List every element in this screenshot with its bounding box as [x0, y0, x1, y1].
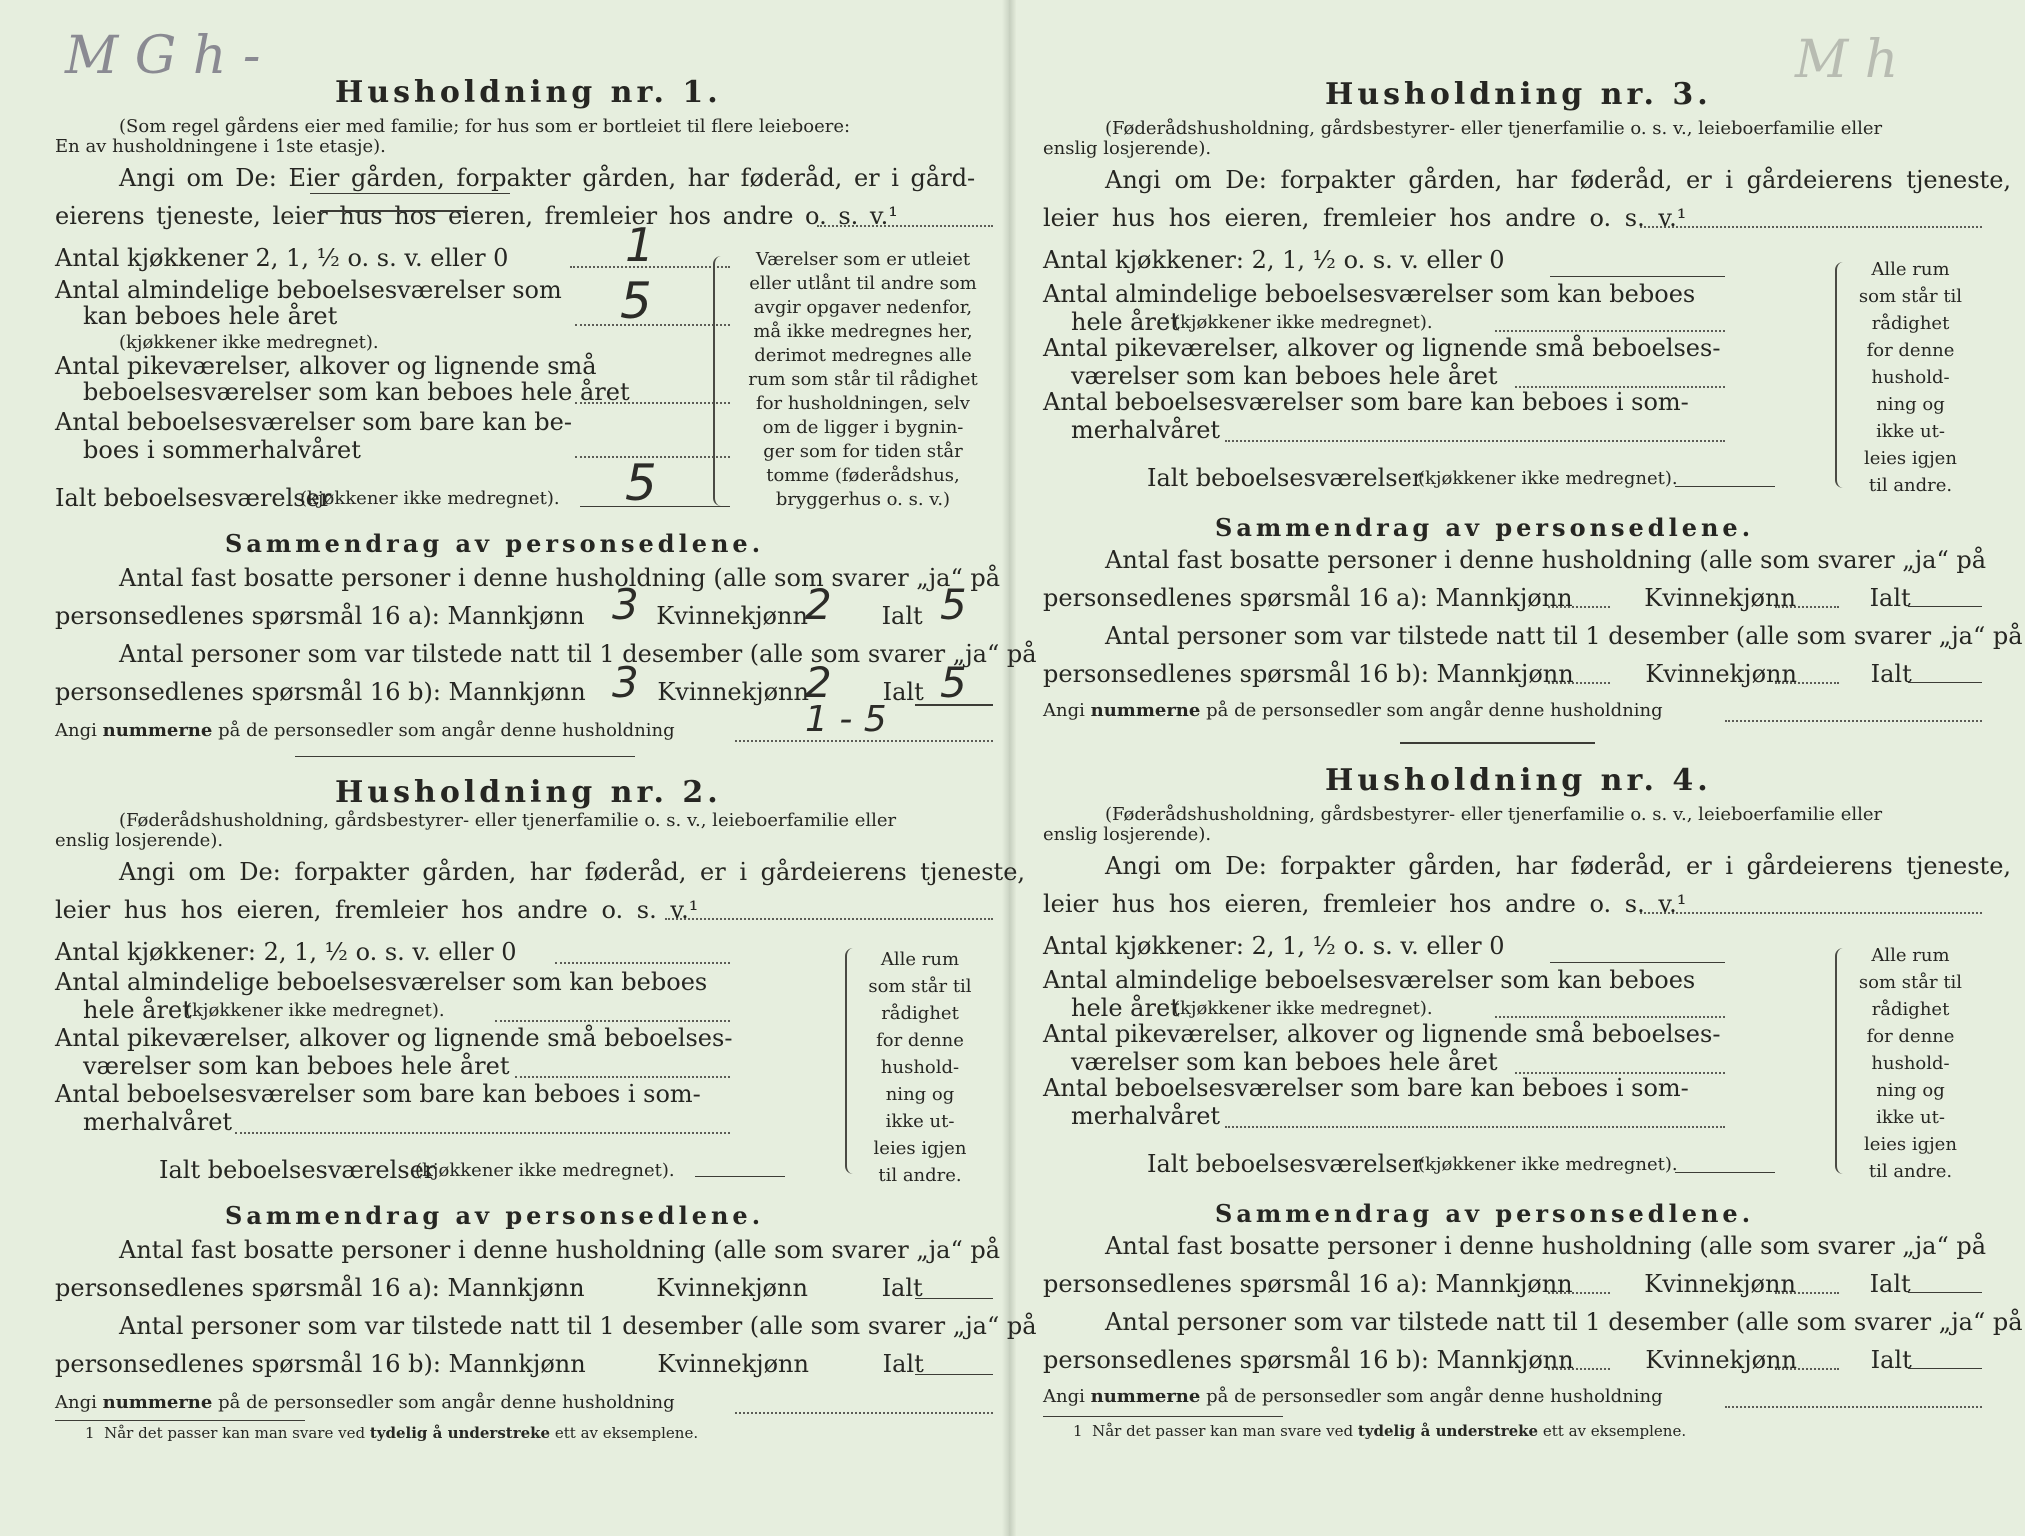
h2-line-pike	[515, 1076, 730, 1078]
h1-line-rooms	[575, 324, 730, 326]
text: personsedlenes spørsmål 16 b):	[55, 678, 441, 706]
h1-summary-line2a: Antal personer som var tilstede natt til 1 desember (alle som svarer „ja“ på	[119, 640, 1037, 668]
text: Mannkjønn	[1435, 1270, 1573, 1298]
h2-line-total	[695, 1176, 785, 1177]
note-line: ikke ut-	[1876, 421, 1945, 442]
h4-angi-line	[1640, 912, 1982, 914]
note-line: hushold-	[880, 1057, 960, 1078]
text: Ialt	[1869, 584, 1911, 612]
faint-pencil-mark: M h	[1795, 30, 1899, 90]
note-line: må ikke medregnes her,	[753, 321, 973, 342]
household-2-title: Husholdning nr. 2.	[335, 775, 722, 810]
h4-line-rooms	[1495, 1016, 1725, 1018]
text: Når det passer kan man svare ved	[104, 1424, 366, 1442]
h1-value-b-ialt: 5	[940, 658, 967, 707]
text: på de personsedler som angår denne husholdning	[218, 720, 675, 741]
h4-summary-heading: Sammendrag av personsedlene.	[1215, 1199, 1755, 1228]
h2-ialt-sub: (kjøkkener ikke medregnet).	[415, 1160, 675, 1181]
h1-summary-heading: Sammendrag av personsedlene.	[225, 529, 765, 558]
household-1-intro-2: En av husholdningene i 1ste etasje).	[55, 136, 386, 157]
household-4-intro-2: enslig losjerende).	[1043, 824, 1212, 845]
h2-summary-line1a: Antal fast bosatte personer i denne husholdning (alle som svarer „ja“ på	[119, 1236, 1001, 1264]
note-line: eller utlånt til andre som	[749, 273, 977, 294]
household-3-angi-2: leier hus hos eieren, fremleier hos andre o. s. v.¹	[1043, 204, 1687, 232]
note-line: rum som står til rådighet	[748, 369, 978, 390]
h3-b-mann-line	[1548, 682, 1610, 684]
h4-b-ialt-line	[1908, 1368, 1982, 1369]
note-line: Alle rum	[880, 949, 960, 970]
household-4-angi-2: leier hus hos eieren, fremleier hos andre o. s. v.¹	[1043, 890, 1687, 918]
h1-row-summer-1: Antal beboelsesværelser som bare kan be-	[55, 408, 572, 436]
h1-ialt-label: Ialt beboelsesværelser	[55, 484, 332, 512]
note-line: rådighet	[881, 1003, 959, 1024]
note-line: ning og	[885, 1084, 955, 1105]
h3-angi-numbers	[1043, 702, 1663, 720]
angi-answer-line-1	[817, 225, 993, 227]
note-line: til andre.	[878, 1165, 962, 1186]
h3-row-rooms-2: hele året	[1071, 308, 1180, 336]
note-line: leies igjen	[873, 1138, 967, 1159]
h1-angi-numbers	[55, 722, 675, 740]
h3-row-pike-1: Antal pikeværelser, alkover og lignende små beboelses-	[1043, 334, 1721, 362]
h4-row-kitchens: Antal kjøkkener: 2, 1, ½ o. s. v. eller 0	[1043, 932, 1505, 960]
h1-value-a-kvinne: 2	[805, 580, 832, 629]
h3-line-rooms	[1495, 330, 1725, 332]
text: Mannkjønn	[447, 602, 585, 630]
text: Ialt	[882, 1350, 924, 1378]
h4-line-total	[1675, 1172, 1775, 1173]
h3-note	[1843, 256, 1978, 499]
h4-line-kitchens	[1550, 962, 1725, 963]
household-1-title: Husholdning nr. 1.	[335, 75, 722, 110]
household-4-angi-1: Angi om De: forpakter gården, har føderåd, er i gårdeierens tjeneste,	[1105, 852, 2012, 880]
h1-note	[723, 248, 1003, 512]
note-line: ning og	[1876, 1080, 1945, 1101]
note-line: leies igjen	[1864, 1134, 1957, 1155]
text: Kvinnekjønn	[657, 678, 809, 706]
h2-ialt-label: Ialt beboelsesværelser	[159, 1156, 436, 1184]
left-page	[35, 0, 1037, 1536]
text: Mannkjønn	[1435, 584, 1573, 612]
text: personsedlenes spørsmål 16 b):	[55, 1350, 441, 1378]
text: nummerne	[102, 1392, 213, 1413]
h2-summary-line1b	[55, 1276, 923, 1300]
h3-row-pike-2: værelser som kan beboes hele året	[1071, 362, 1498, 390]
note-line: hushold-	[1871, 367, 1950, 388]
h1-summary-line1a: Antal fast bosatte personer i denne husholdning (alle som svarer „ja“ på	[119, 564, 1001, 592]
h2-row-pike-2: værelser som kan beboes hele året	[83, 1052, 510, 1080]
h1-row-rooms-3: (kjøkkener ikke medregnet).	[119, 332, 379, 353]
h1-value-kitchens: 1	[625, 218, 655, 272]
h3-ialt-sub: (kjøkkener ikke medregnet).	[1418, 468, 1678, 489]
text: Ialt	[881, 602, 923, 630]
household-2-intro-2: enslig losjerende).	[55, 830, 224, 851]
h4-row-summer-2: merhalvåret	[1071, 1102, 1221, 1130]
note-line: Alle rum	[1871, 259, 1950, 280]
h4-a-kvinne-line	[1775, 1292, 1839, 1294]
h1-value-a-ialt: 5	[940, 580, 967, 629]
text: personsedlenes spørsmål 16 b):	[1043, 1346, 1429, 1374]
h2-row-rooms-3: (kjøkkener ikke medregnet).	[185, 1000, 445, 1021]
h4-row-rooms-3: (kjøkkener ikke medregnet).	[1173, 998, 1433, 1019]
text: Mannkjønn	[448, 1350, 586, 1378]
h1-row-kitchens: Antal kjøkkener 2, 1, ½ o. s. v. eller 0	[55, 244, 509, 272]
h1-row-pike-1: Antal pikeværelser, alkover og lignende små	[55, 352, 597, 380]
note-line: til andre.	[1868, 475, 1953, 496]
h2-angi-line	[665, 918, 993, 920]
h4-angi-numbers	[1043, 1388, 1663, 1406]
note-line: rådighet	[1871, 313, 1950, 334]
strike-leier-hus	[320, 210, 468, 212]
note-line: til andre.	[1868, 1161, 1953, 1182]
text: Kvinnekjønn	[1645, 1346, 1797, 1374]
footnote	[85, 1426, 698, 1441]
h1-ialt-sub: (kjøkkener ikke medregnet).	[300, 488, 560, 509]
note-line: derimot medregnes alle	[754, 345, 972, 366]
h4-line-summer	[1225, 1126, 1725, 1128]
text: Angi	[55, 1392, 97, 1413]
h3-summary-heading: Sammendrag av personsedlene.	[1215, 513, 1755, 542]
note-line: for denne	[1866, 340, 1955, 361]
text: Kvinnekjønn	[657, 1350, 809, 1378]
text: på de personsedler som angår denne husholdning	[218, 1392, 675, 1413]
text: Mannkjønn	[1436, 1346, 1574, 1374]
h4-b-kvinne-line	[1775, 1368, 1839, 1370]
h3-line-kitchens	[1550, 276, 1725, 277]
household-3-intro-1: (Føderådshusholdning, gårdsbestyrer- eller tjenerfamilie o. s. v., leieboerfamilie eller	[1105, 118, 1883, 139]
h1-value-a-mann: 3	[612, 580, 639, 629]
separator	[295, 756, 635, 757]
pencil-archive-mark: M G h -	[65, 26, 261, 86]
h2-summary-heading: Sammendrag av personsedlene.	[225, 1201, 765, 1230]
text: tydelig å understreke	[369, 1424, 551, 1442]
h4-a-ialt-line	[1908, 1292, 1982, 1293]
h1-value-b-kvinne: 2	[805, 658, 832, 707]
note-line: hushold-	[1871, 1053, 1950, 1074]
h4-numbers-line	[1725, 1406, 1982, 1408]
h3-a-kvinne-line	[1775, 606, 1839, 608]
h4-a-mann-line	[1548, 1292, 1610, 1294]
text: på de personsedler som angår denne husholdning	[1206, 1386, 1663, 1407]
h3-ialt-label: Ialt beboelsesværelser	[1147, 464, 1424, 492]
text: ett av eksemplene.	[554, 1424, 699, 1442]
note-line: ikke ut-	[1876, 1107, 1945, 1128]
text: personsedlenes spørsmål 16 a):	[55, 1274, 440, 1302]
h3-b-kvinne-line	[1775, 682, 1839, 684]
h2-row-rooms-1: Antal almindelige beboelsesværelser som kan beboes	[55, 968, 708, 996]
text: Kvinnekjønn	[1644, 1270, 1796, 1298]
note-line: rådighet	[1871, 999, 1950, 1020]
note-line: avgir opgaver nedenfor,	[753, 297, 973, 318]
h2-numbers-line	[735, 1412, 993, 1414]
h3-b-ialt-line	[1908, 682, 1982, 683]
household-2-angi-2: leier hus hos eieren, fremleier hos andre o. s. v.¹	[55, 896, 699, 924]
h4-b-mann-line	[1548, 1368, 1610, 1370]
text: Angi	[55, 720, 97, 741]
h2-line-rooms	[495, 1020, 730, 1022]
h4-note	[1843, 942, 1978, 1185]
h2-row-pike-1: Antal pikeværelser, alkover og lignende små beboelses-	[55, 1024, 733, 1052]
note-line: ger som for tiden står	[763, 441, 963, 462]
h1-numbers-line	[735, 740, 993, 742]
h3-line-summer	[1225, 440, 1725, 442]
text: tydelig å understreke	[1357, 1422, 1539, 1440]
h3-a-mann-line	[1548, 606, 1610, 608]
text: Ialt	[882, 678, 924, 706]
h4-row-pike-1: Antal pikeværelser, alkover og lignende små beboelses-	[1043, 1020, 1721, 1048]
h3-row-rooms-3: (kjøkkener ikke medregnet).	[1173, 312, 1433, 333]
h2-row-kitchens: Antal kjøkkener: 2, 1, ½ o. s. v. eller 0	[55, 938, 517, 966]
h2-note	[855, 946, 985, 1189]
h2-line-kitchens	[555, 962, 730, 964]
note-line: ning og	[1876, 394, 1945, 415]
note-line: tomme (føderådshus,	[766, 465, 960, 486]
h4-ialt-sub: (kjøkkener ikke medregnet).	[1418, 1154, 1678, 1175]
note-line: bryggerhus o. s. v.)	[775, 489, 951, 510]
household-3-title: Husholdning nr. 3.	[1325, 77, 1712, 112]
h2-angi-numbers	[55, 1394, 675, 1412]
text: Ialt	[1870, 660, 1912, 688]
household-3-intro-2: enslig losjerende).	[1043, 138, 1212, 159]
h1-row-summer-2: boes i sommerhalvåret	[83, 436, 361, 464]
text: Kvinnekjønn	[656, 1274, 808, 1302]
footnote	[1073, 1424, 1686, 1439]
note-line: Værelser som er utleiet	[755, 249, 971, 270]
h4-row-pike-2: værelser som kan beboes hele året	[1071, 1048, 1498, 1076]
h1-value-b-mann: 3	[612, 658, 639, 707]
h2-b-ialt-line	[915, 1374, 993, 1375]
h3-row-summer-2: merhalvåret	[1071, 416, 1221, 444]
text: Kvinnekjønn	[656, 602, 808, 630]
text: Mannkjønn	[447, 1274, 585, 1302]
household-1-angi-2: eierens tjeneste, leier hus hos eieren, fremleier hos andre o. s. v.¹	[55, 202, 898, 230]
text: personsedlenes spørsmål 16 a):	[1043, 1270, 1428, 1298]
household-2-intro-1: (Føderådshusholdning, gårdsbestyrer- eller tjenerfamilie o. s. v., leieboerfamilie eller	[119, 810, 897, 831]
note-line: Alle rum	[1871, 945, 1950, 966]
h4-ialt-label: Ialt beboelsesværelser	[1147, 1150, 1424, 1178]
h4-row-summer-1: Antal beboelsesværelser som bare kan beboes i som-	[1043, 1074, 1689, 1102]
household-4-intro-1: (Føderådshusholdning, gårdsbestyrer- eller tjenerfamilie o. s. v., leieboerfamilie eller	[1105, 804, 1883, 825]
text: Ialt	[1869, 1270, 1911, 1298]
text: Mannkjønn	[1436, 660, 1574, 688]
text: Mannkjønn	[448, 678, 586, 706]
note-line: for husholdningen, selv	[756, 393, 970, 414]
text: på de personsedler som angår denne husholdning	[1206, 700, 1663, 721]
note-line: om de ligger i bygnin-	[762, 417, 964, 438]
text: ett av eksemplene.	[1542, 1422, 1687, 1440]
household-4-title: Husholdning nr. 4.	[1325, 763, 1712, 798]
h2-row-summer-1: Antal beboelsesværelser som bare kan beboes i som-	[55, 1080, 701, 1108]
h3-summary-line1a: Antal fast bosatte personer i denne husholdning (alle som svarer „ja“ på	[1105, 546, 1987, 574]
text: Ialt	[881, 1274, 923, 1302]
note-line: for denne	[1866, 1026, 1955, 1047]
note-line: leies igjen	[1864, 448, 1957, 469]
h1-summary-line1b	[55, 604, 923, 628]
footnote-rule	[55, 1420, 305, 1421]
h1-row-rooms-2: kan beboes hele året	[83, 302, 338, 330]
h2-row-rooms-2: hele året	[83, 996, 192, 1024]
underline-eier-garden	[310, 193, 510, 194]
text: Angi	[1043, 700, 1085, 721]
h4-row-rooms-1: Antal almindelige beboelsesværelser som kan beboes	[1043, 966, 1696, 994]
separator	[1400, 742, 1595, 744]
h3-a-ialt-line	[1908, 606, 1982, 607]
h1-row-rooms-1: Antal almindelige beboelsesværelser som	[55, 276, 562, 304]
h3-summary-line2a: Antal personer som var tilstede natt til 1 desember (alle som svarer „ja“ på	[1105, 622, 2023, 650]
h2-summary-line2b	[55, 1352, 924, 1376]
h1-row-pike-2: beboelsesværelser som kan beboes hele året	[83, 378, 630, 406]
text: nummerne	[102, 720, 213, 741]
text: 1	[1073, 1422, 1083, 1440]
household-3-angi-1: Angi om De: forpakter gården, har føderåd, er i gårdeierens tjeneste,	[1105, 166, 2012, 194]
text: nummerne	[1090, 1386, 1201, 1407]
h1-line-pike	[575, 402, 730, 404]
household-1-intro-1: (Som regel gårdens eier med familie; for hus som er bortleiet til flere leieboere:	[119, 116, 851, 137]
h1-b-ialt-underline	[915, 704, 993, 706]
h2-a-ialt-line	[915, 1298, 993, 1299]
note-line: som står til	[1858, 972, 1963, 993]
text: Kvinnekjønn	[1644, 584, 1796, 612]
text: nummerne	[1090, 700, 1201, 721]
h3-row-rooms-1: Antal almindelige beboelsesværelser som kan beboes	[1043, 280, 1696, 308]
text: personsedlenes spørsmål 16 b):	[1043, 660, 1429, 688]
right-page	[1035, 0, 2023, 1536]
text: 1	[85, 1424, 95, 1442]
household-2-angi-1: Angi om De: forpakter gården, har føderåd, er i gårdeierens tjeneste,	[119, 858, 1026, 886]
footnote-rule	[1043, 1416, 1283, 1417]
h4-summary-line2a: Antal personer som var tilstede natt til 1 desember (alle som svarer „ja“ på	[1105, 1308, 2023, 1336]
h3-row-summer-1: Antal beboelsesværelser som bare kan beboes i som-	[1043, 388, 1689, 416]
h2-summary-line2a: Antal personer som var tilstede natt til 1 desember (alle som svarer „ja“ på	[119, 1312, 1037, 1340]
note-line: som står til	[868, 976, 972, 997]
h3-numbers-line	[1725, 720, 1982, 722]
h3-line-total	[1675, 486, 1775, 487]
h2-line-summer	[235, 1132, 730, 1134]
h4-summary-line1a: Antal fast bosatte personer i denne husholdning (alle som svarer „ja“ på	[1105, 1232, 1987, 1260]
household-1-angi-1: Angi om De: Eier gården, forpakter gården, har føderåd, er i gård-	[119, 164, 976, 192]
h1-value-rooms: 5	[620, 272, 652, 330]
text: personsedlenes spørsmål 16 a):	[55, 602, 440, 630]
text: Kvinnekjønn	[1645, 660, 1797, 688]
text: Ialt	[1870, 1346, 1912, 1374]
h3-row-kitchens: Antal kjøkkener: 2, 1, ½ o. s. v. eller 0	[1043, 246, 1505, 274]
h3-angi-line	[1640, 226, 1982, 228]
h1-value-total: 5	[625, 454, 657, 512]
text: Når det passer kan man svare ved	[1092, 1422, 1354, 1440]
text: personsedlenes spørsmål 16 a):	[1043, 584, 1428, 612]
note-line: for denne	[876, 1030, 964, 1051]
h1-summary-line2b	[55, 680, 924, 704]
h1-value-numbers: 1 - 5	[805, 699, 887, 740]
h4-row-rooms-2: hele året	[1071, 994, 1180, 1022]
text: Angi	[1043, 1386, 1085, 1407]
h2-row-summer-2: merhalvåret	[83, 1108, 233, 1136]
note-line: som står til	[1858, 286, 1963, 307]
note-line: ikke ut-	[885, 1111, 955, 1132]
